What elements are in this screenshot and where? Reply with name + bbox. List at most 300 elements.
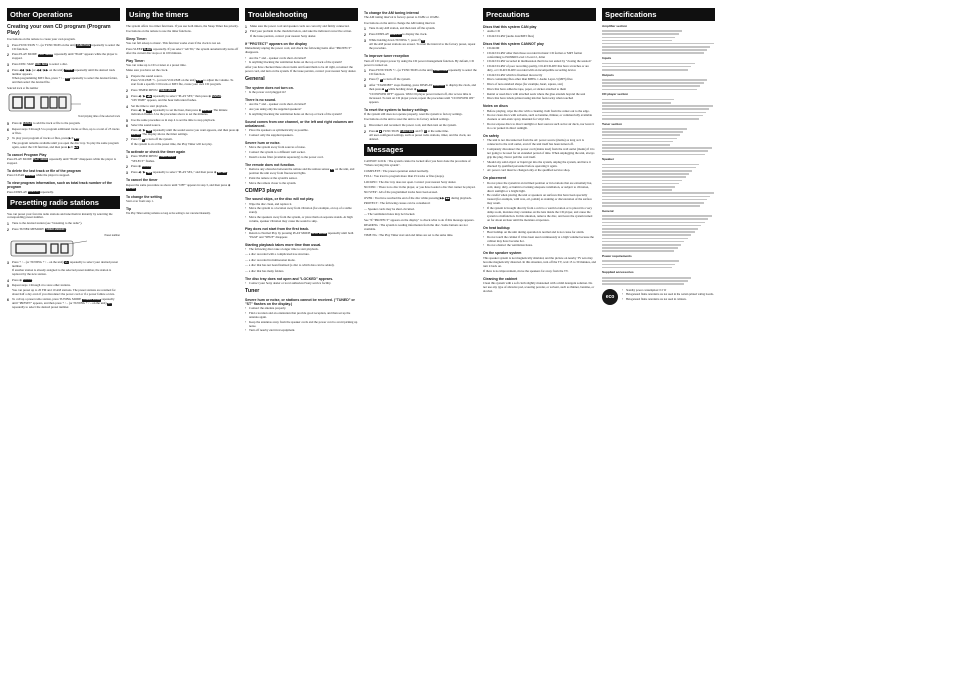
button-glyph: ENTER: [217, 170, 227, 174]
column-using-timers: [126, 8, 239, 217]
step-number: 6: [7, 127, 9, 132]
bullet-text: Wipe the disc clean, and replace it.: [249, 201, 293, 206]
item-heading: Tip: [126, 206, 132, 211]
paragraph: Make sure you have set the clock.: [126, 68, 169, 73]
step-text: [12, 69, 120, 85]
procedure-step: [364, 33, 477, 37]
spec-group: [602, 158, 715, 207]
paragraph: — The ventilation holes may be blocked.: [364, 212, 416, 217]
procedure-step: [126, 138, 239, 147]
spec-group: [602, 255, 715, 269]
spec-line-illegible: [602, 105, 713, 107]
procedure-step: [7, 53, 120, 61]
button-glyph: FUNCTION: [400, 129, 414, 133]
item-heading: To view program information, such as total track number of the program: [7, 180, 112, 190]
bullet-text: Is the power cord plugged in?: [249, 90, 286, 95]
bullet-mark: •: [245, 55, 247, 60]
paragraph: Start over from step 1.: [126, 198, 154, 203]
step-instruction: Make sure the power cord and speaker cords are correctly and firmly connected.: [250, 23, 350, 28]
step-text: [12, 63, 120, 67]
button-glyph: TIMER MENU: [159, 88, 175, 92]
paragraph: Use buttons on the unit to reset the unit to its factory default settings.: [364, 117, 450, 122]
button-glyph: +/–: [107, 302, 112, 306]
step-instruction: While holding down TUNING +, press ⏻ ⏻.: [369, 37, 426, 42]
paragraph: After you have checked these above items and found them to be all right, reconnect the power cord, and turn on the system. If the issue persists, contact your nearest Sony dealer.: [245, 65, 357, 74]
button-glyph: 21: [330, 168, 334, 171]
step-text: [369, 130, 477, 142]
spec-line-illegible: [602, 231, 695, 233]
bullet-mark: •: [245, 247, 247, 252]
bullet-text: CD-R/CD-RW of poor recording quality, CD-R/CD-RW that have scratches or are dirty, or CD-R/CD-RW recorded with an incompatible recording device: [487, 64, 589, 72]
bullet-text: Do not obstruct the ventilation holes.: [487, 243, 533, 248]
spec-line-illegible: [602, 225, 701, 227]
button-glyph: CLEAR: [25, 173, 35, 177]
button-glyph: PLAY MODE: [311, 232, 327, 236]
procedure-step: [364, 130, 477, 142]
button-glyph: ⏻: [380, 78, 383, 82]
paragraph: OVER : You have reached the end of the disc while pressing ▶▶ ▶▶ during playback.: [364, 195, 472, 200]
bullet-mark: •: [483, 86, 485, 91]
bullet-text: Are the + and – speaker cords short-circuited?: [249, 102, 307, 107]
step-text: [131, 119, 239, 123]
step-text: [369, 69, 477, 77]
spec-line-illegible: [602, 215, 712, 217]
bullet-mark: •: [245, 111, 247, 116]
bullet-mark: •: [245, 167, 247, 172]
bullet-text: Connect the antenna properly.: [249, 306, 287, 311]
bullet-item: [483, 194, 596, 206]
step-instruction: Press TUNER MEMORY TUNER MEMORY.: [12, 226, 68, 231]
spec-line-illegible: [602, 183, 679, 185]
step-detail: "SELECT" flashes.: [131, 158, 156, 163]
bullet-mark: •: [483, 180, 485, 185]
bullet-text: Discs that have adhesive tape, paper, or sticker attached to them: [487, 86, 567, 91]
spec-line-illegible: [602, 112, 706, 114]
item-heading: Severe hum or noise, or stations cannot be received. ("TUNED" or "ST" flashes on the display.): [245, 297, 355, 306]
button-glyph: FUNCTION: [77, 43, 90, 47]
spec-line-illegible: [602, 199, 707, 201]
button-glyph: ▶/⏸: [74, 145, 79, 149]
step-detail: Press ◀ / ▶ ◀/▶ repeatedly to set the hour, then press ⊕ ENTER. The minute indication flashes. Use the procedure above to set the minutes.: [131, 108, 228, 117]
bullet-mark: •: [245, 102, 247, 107]
spec-line-illegible: [602, 186, 675, 188]
procedure-step: [126, 171, 239, 175]
step-instruction: Set the time to start playback.: [131, 103, 168, 108]
bullet-mark: •: [245, 328, 247, 333]
bullet-mark: •: [483, 33, 485, 38]
bullet-text: CD-ROM: [487, 45, 500, 50]
spec-line-illegible: [602, 63, 695, 65]
step-number: 2: [364, 129, 366, 134]
bullet-text: Before playing, wipe the disc with a cleaning cloth from the center out to the edge.: [487, 108, 590, 113]
spec-line-illegible: [602, 167, 696, 169]
item-heading: Starting playback takes more time than usual.: [245, 243, 322, 248]
column-messages: [364, 8, 477, 239]
spec-line-illegible: [602, 89, 697, 91]
spec-line-illegible: [602, 164, 699, 166]
bullet-item: [483, 169, 596, 173]
spec-line-illegible: [602, 85, 700, 87]
bullet-mark: •: [245, 145, 247, 150]
bullet-mark: •: [483, 193, 485, 198]
item-heading: Discs that this system CAN play: [483, 24, 537, 29]
bullet-text: Remove any obstacles between the remote and the remote sensor 21 on the unit, and position the unit away from fluorescent lights.: [249, 167, 355, 176]
button-glyph: ▶▶: [445, 196, 450, 200]
paragraph: If the system still does not operate properly, reset the system to factory settings.: [364, 111, 463, 116]
bullet-mark: •: [245, 306, 247, 311]
spec-heading: Power requirements: [602, 253, 632, 258]
paragraph: Press SLEEP SLEEP repeatedly. If you select "AUTO," the system automatically turns off after the current disc stops or in 100 minutes.: [126, 46, 239, 55]
procedure-step: [364, 124, 477, 128]
bullet-text: Install a noise filter (available separately) to the power cord.: [249, 154, 324, 159]
button-glyph: ENTER: [202, 109, 212, 113]
spec-line-illegible: [602, 247, 678, 249]
eco-info: [602, 289, 715, 305]
step-number: 6: [7, 298, 9, 303]
step-text: [369, 124, 477, 128]
procedure-step: [7, 69, 120, 85]
bullet-text: Return to Normal Play by pressing PLAY MODE PLAY MODE repeatedly until both "PGM" and "SHUF" disappear.: [249, 231, 354, 240]
paragraph: You can fall asleep to music. This function works even if the clock is not set.: [126, 41, 222, 46]
spec-line-illegible: [602, 66, 691, 68]
bullet-item: [483, 97, 596, 101]
paragraph: TIME NG : The Play Timer start and end times are set to the same time.: [364, 232, 454, 237]
paragraph: Use buttons on the unit to change the AM tuning interval.: [364, 20, 436, 25]
step-instruction: Tune to the desired station (see "Listening to the radio").: [12, 220, 83, 225]
step-instruction: Press TIMER MENU TIMER MENU.: [131, 154, 177, 159]
paragraph: — a disc that has not been finalized (a disc to which data can be added).: [245, 263, 335, 268]
figure-label: Total playing time of the selected track: [78, 115, 120, 119]
step-instruction: Press ⏻ ⏻ to turn off the system.: [131, 137, 173, 142]
step-number: 2: [7, 53, 9, 58]
step-instruction: Press ◀ / ▶ ◀/▶ repeatedly to select "PLAY SET," then press ⊕ ENTER.: [131, 93, 223, 98]
spec-line-illegible: [602, 79, 707, 81]
button-glyph: ENTER: [126, 187, 136, 191]
step-detail: You can preset up to 20 FM and 10 AM stations. The preset stations are retained for about half a day even if you disconnect the power cord or if a power failure occurs.: [12, 287, 116, 296]
procedure-step: [245, 30, 358, 39]
bullet-mark: •: [622, 288, 623, 292]
procedure-step: [126, 155, 239, 164]
step-number: 1: [364, 69, 366, 74]
spec-line-illegible: [602, 196, 710, 198]
step-number: 1: [364, 27, 366, 32]
section-heading: Using the timers: [126, 8, 239, 21]
bullet-item: [483, 123, 596, 131]
bullet-text: Do not touch the cabinet if it has been used continuously at a high volume because the cabinet may have become hot.: [487, 234, 594, 243]
bullet-item: [245, 113, 358, 117]
bullet-mark: •: [245, 231, 247, 236]
bullet-mark: •: [245, 107, 247, 112]
step-number: 5: [126, 118, 128, 123]
step-number: 1: [7, 221, 9, 226]
paragraph: Turn off CD player power by using the CD power management function. By default, CD power is turned on.: [364, 58, 474, 67]
button-glyph: DISC SKIP: [35, 62, 48, 66]
item-heading: If "PROTECT" appears on the display: [245, 41, 308, 46]
bullet-mark: •: [483, 159, 485, 164]
spec-line-illegible: [602, 189, 672, 191]
bullet-text: Move the system to a location away from vibration (for example, on top of a stable stand).: [249, 206, 352, 215]
bullet-text: Is anything blocking the ventilation holes on the top or back of the system?: [249, 111, 343, 116]
button-glyph: TUNING MODE: [82, 298, 101, 302]
spec-group: [602, 93, 715, 119]
bullet-item: [483, 244, 596, 248]
spec-line-illegible: [602, 238, 688, 240]
procedure-step: [7, 284, 120, 296]
button-glyph: ENTER: [142, 165, 151, 169]
spec-heading: Tuner section: [602, 121, 623, 126]
bullet-text: Heat buildup on the unit during operation is normal and is not cause for alarm.: [487, 229, 585, 234]
item-heading: Discs that this system CANNOT play: [483, 41, 544, 46]
step-instruction: After "STANDBY" stops flashing, press DISPLAY DISPLAY to display the clock, and then press ■ ■ while holding down ⊕ ENTER.: [369, 83, 476, 92]
procedure-step: [7, 298, 120, 310]
step-number: 1: [7, 43, 9, 48]
paragraph: Press PLAY MODE PLAY MODE repeatedly until "PGM" disappears while the player is stopped.: [7, 156, 116, 165]
step-instruction: Press ⏻ ⏻ to turn off the system.: [369, 77, 411, 82]
item-heading: Sleep Timer:: [126, 36, 147, 41]
step-text: [131, 105, 239, 117]
step-instruction: Press FUNCTION +/– (or FUNCTION on the unit) FUNCTION repeatedly to select the CD function.: [369, 68, 477, 76]
spec-group: [602, 271, 715, 285]
paragraph: The AM tuning interval is factory-preset to 9 kHz or 10 kHz.: [364, 15, 440, 20]
step-text: [12, 222, 120, 226]
paragraph: Immediately unplug the power cord, and check the following items after "PROTECT" disappears.: [245, 46, 352, 55]
spec-line-illegible: [602, 134, 680, 136]
step-number: 3: [364, 38, 366, 43]
bullet-text: Completely disconnect the power cord (mains lead) from the wall outlet (mains) if it is not going to be used for an extended period of time. When unplugging the unit, always grip the plug. Never pull the cord itself.: [487, 147, 595, 159]
spec-group: [602, 123, 715, 156]
bullet-mark: •: [483, 50, 485, 55]
bullet-text: Should any solid object or liquid get into the system, unplug the system, and have it checked by qualified personnel before operating it again.: [487, 159, 591, 168]
button-glyph: FUNCTION: [434, 68, 447, 72]
column-specifications: [602, 8, 715, 305]
paragraph: This speaker system is not magnetically shielded, and the picture on nearby TV sets may become magnetically distorted. In this situation, turn off the TV, wait 15 to 30 minutes, and turn it back on.: [483, 255, 596, 268]
paragraph: If there is no improvement, move the speakers far away from the TV.: [483, 269, 569, 274]
bullet-mark: •: [245, 154, 247, 159]
button-glyph: PLAY MODE: [33, 157, 48, 161]
paragraph: — a disc recorded with a complicated tree structure.: [245, 252, 310, 257]
procedure-step: [126, 75, 239, 87]
bullet-text: The unit is not disconnected from the AC power source (mains) as long as it is connected to the wall outlet, even if the unit itself has been turned off.: [487, 138, 585, 147]
step-instruction: Press + / – (or TUNING + / – on the unit) +/– repeatedly to select your desired preset number.: [12, 259, 118, 268]
step-text: [12, 44, 120, 52]
spec-line-illegible: [602, 69, 688, 71]
item-heading: On the speaker system: [483, 251, 522, 256]
step-number: 3: [126, 170, 128, 175]
bullet-text: Audio CD: [487, 28, 500, 33]
spec-line-illegible: [602, 176, 686, 178]
step-text: [12, 284, 120, 296]
button-glyph: ◀/▶: [146, 170, 152, 174]
button-glyph: ⏻: [142, 138, 145, 142]
spec-line-illegible: [602, 37, 675, 39]
bullet-mark: •: [483, 234, 485, 239]
step-text: [12, 137, 120, 149]
step-text: [12, 298, 120, 310]
section-heading: Specifications: [602, 8, 715, 21]
bullet-text: Connect the system to a different wall socket.: [249, 150, 306, 155]
spec-line-illegible: [602, 218, 708, 220]
button-glyph: ▶/⏸: [74, 137, 79, 141]
spec-line-illegible: [602, 277, 691, 279]
step-text: [12, 279, 120, 283]
button-glyph: +/–: [64, 260, 69, 264]
spec-line-illegible: [602, 46, 710, 48]
step-text: [131, 155, 239, 164]
button-glyph: PLAY MODE: [38, 53, 53, 57]
step-text: [131, 95, 239, 104]
paragraph: Use buttons on the remote to create your own program.: [7, 37, 76, 42]
procedure-step: [126, 165, 239, 169]
button-glyph: ENTER: [23, 278, 32, 282]
step-detail: The program remains available until you open the disc tray. To play the same program again, select the CD function, and then press ▶/⏸ ▶/⏸.: [12, 140, 119, 149]
paragraph: Press CLEAR CLEAR while the player is stopped.: [7, 173, 70, 178]
paragraph: NO DISC : There is no disc in the player, or you have loaded a disc that cannot be played.: [364, 184, 476, 189]
step-instruction: Press ◀ / ▶ ◀/▶ repeatedly to select "PLAY SEL," and then press ⊕ ENTER.: [131, 169, 228, 174]
bullet-text: Move the remote closer to the system.: [249, 180, 297, 185]
button-glyph: VOL: [196, 79, 203, 83]
step-number: 2: [364, 33, 366, 38]
spec-line-illegible: [602, 228, 698, 230]
paragraph: — a disc recorded in multisession mode.: [245, 257, 296, 262]
eco-logo-icon: eco: [602, 289, 618, 305]
bullet-text: The following discs take a longer time to start playback.: [249, 247, 319, 252]
step-number: 2: [364, 78, 366, 83]
procedure-step: [7, 222, 120, 226]
button-glyph: DISPLAY: [28, 190, 39, 194]
bullet-mark: •: [483, 138, 485, 143]
procedure-step: [364, 78, 477, 82]
spec-line-illegible: [602, 234, 691, 236]
bullet-text: Discs of non-standard shape (for example, heart, square, star): [487, 82, 564, 87]
bullet-mark: •: [245, 319, 247, 324]
bullet-item: [483, 65, 596, 73]
step-instruction: To call up a preset radio station, press TUNING MODE TUNING MODE repeatedly until "PRESET" appears, and then press + / – (or TUNING + / – on the unit) +/– repeatedly to select the desired preset number.: [12, 297, 115, 310]
procedure-step: [126, 124, 239, 136]
spec-group: [602, 25, 715, 54]
step-instruction: Press ⊕ ENTER to add the track or file to the program.: [12, 120, 81, 125]
spec-line-illegible: [602, 147, 712, 149]
item-heading: Notes on discs: [483, 104, 508, 109]
subsection-heading: Creating your own CD program (Program Play): [7, 23, 111, 36]
procedure-step: [7, 279, 120, 283]
item-heading: To change the AM tuning interval: [364, 11, 419, 15]
step-number: 3: [364, 84, 366, 89]
spec-line-illegible: [602, 52, 704, 54]
bullet-text: CD-R/CD-RW recorded in multisession that have not ended by "closing the session": [487, 59, 592, 64]
button-glyph: TUNER MEMORY: [45, 227, 66, 231]
bullet-text: AC power cord must be changed only at the qualified service shop.: [487, 168, 571, 173]
tip-note: The Play Timer setting remains as long as the setting is not canceled manually.: [126, 212, 211, 215]
button-glyph: +/–: [65, 76, 70, 80]
section-heading: Presetting radio stations: [7, 196, 120, 209]
item-heading: The sound skips, or the disc will not play.: [245, 197, 314, 202]
bullet-mark: •: [483, 59, 485, 64]
step-instruction: Use the same procedure as in step 4 to set the time to stop playback.: [131, 117, 216, 122]
bullet-text: Is anything blocking the ventilation holes on the top or back of the system?: [249, 60, 343, 65]
eco-list: [622, 289, 714, 302]
bullet-text: Do not place the system in an inclined position or in locations that are extremely hot, cold, dusty, dirty, or humid or lacking adequate ventilation, or subject to vibration, direct sunlight or a bright light.: [487, 180, 593, 193]
procedure-step: [7, 137, 120, 149]
procedure-step: [7, 261, 120, 277]
step-number: 5: [7, 121, 9, 126]
spec-heading: General: [602, 208, 614, 213]
step-text: [131, 171, 239, 175]
button-glyph: DISPLAY: [433, 84, 445, 88]
button-glyph: ■: [385, 88, 387, 92]
bullet-mark: •: [483, 122, 485, 127]
procedure-step: [364, 39, 477, 51]
bullet-mark: •: [483, 96, 485, 101]
spec-line-illegible: [602, 82, 704, 84]
spec-line-illegible: [602, 102, 671, 104]
section-heading: Precautions: [483, 8, 596, 21]
step-number: 3: [126, 94, 128, 99]
step-number: 6: [126, 124, 128, 129]
bullet-text: CD-R/CD-RW which is finalized incorrectly: [487, 72, 543, 77]
bullet-mark: •: [483, 77, 485, 82]
paragraph: PROTECT : The following causes can be considered:: [364, 201, 431, 206]
button-glyph: ◀/▶: [146, 109, 152, 113]
step-detail: "ON TIME" appears, and the hour indication flashes.: [131, 98, 197, 103]
spec-line-illegible: [602, 180, 682, 182]
bullet-mark: •: [483, 205, 485, 210]
procedure-step: [7, 128, 120, 136]
bullet-item: [483, 148, 596, 160]
bullet-item: [483, 35, 596, 39]
subsection-heading: General: [245, 76, 265, 83]
paragraph: LOCKED : The disc tray does not open. Contact your nearest Sony dealer.: [364, 179, 457, 184]
bullet-mark: •: [483, 243, 485, 248]
spec-line-illegible: [602, 40, 672, 42]
procedure-step: [126, 95, 239, 104]
step-number: 1: [364, 123, 366, 128]
subsection-heading: Tuner: [245, 287, 260, 294]
bullet-mark: •: [483, 113, 485, 118]
step-instruction: Press FUNCTION +/– (or FUNCTION on the unit) FUNCTION repeatedly to select the CD function.: [12, 42, 120, 51]
paragraph: NO STEP : All of the programmed tracks have been erased.: [364, 190, 438, 195]
eco-item: [622, 289, 714, 293]
step-number: 2: [7, 227, 9, 232]
paragraph: Clean this system with a soft cloth slightly moistened with a mild detergent solution. Do not use any type of abrasive pad, scouring powder, or solvent, such as thinner, benzine, or alcohol.: [483, 281, 595, 294]
item-heading: On placement: [483, 176, 507, 181]
eco-text: Standby power consumption: 0.5 W: [626, 288, 667, 292]
spec-line-illegible: [602, 118, 699, 120]
spec-line-illegible: [602, 33, 679, 35]
spec-line-illegible: [602, 192, 714, 194]
procedure-step: [126, 119, 239, 123]
paragraph: You can wake up to CD or tuner at a preset time.: [126, 62, 187, 67]
step-instruction: Select the sound source.: [131, 123, 161, 128]
bullet-mark: •: [245, 133, 247, 138]
paragraph: You can preset your favorite radio stations and tune them in instantly by selecting the corresponding preset number.: [7, 211, 113, 220]
spec-group: [602, 74, 715, 91]
item-heading: Play does not start from the first track.: [245, 227, 310, 232]
spec-line-illegible: [602, 154, 705, 156]
item-heading: On safety: [483, 134, 499, 139]
eco-text: Halogenated flame retardants are not used in cabinets.: [626, 297, 687, 301]
step-detail: If the issue persists, contact your nearest Sony dealer.: [250, 33, 317, 38]
step-instruction: Press PLAY MODE PLAY MODE repeatedly until "PGM" appears while the player is stopped.: [12, 52, 118, 61]
spec-heading: CD player section: [602, 92, 629, 97]
bullet-mark: •: [245, 175, 247, 180]
eco-text: Halogenated flame retardants are not used in the certain printed wiring boards.: [626, 293, 714, 297]
spec-heading: Inputs: [602, 56, 612, 61]
bullet-text: If the system is brought directly from a cold to a warm location or is placed in a very damp room, moisture may condense on the lens inside the CD player, and cause the system to malfunction. In this situation, remove the disc, and leave the system turned on for about an hour until the moisture evaporates.: [487, 205, 593, 222]
spec-line-illegible: [602, 264, 675, 266]
button-glyph: SLEEP: [143, 47, 152, 51]
item-heading: On heat buildup: [483, 225, 510, 230]
procedure-step: [245, 25, 358, 29]
